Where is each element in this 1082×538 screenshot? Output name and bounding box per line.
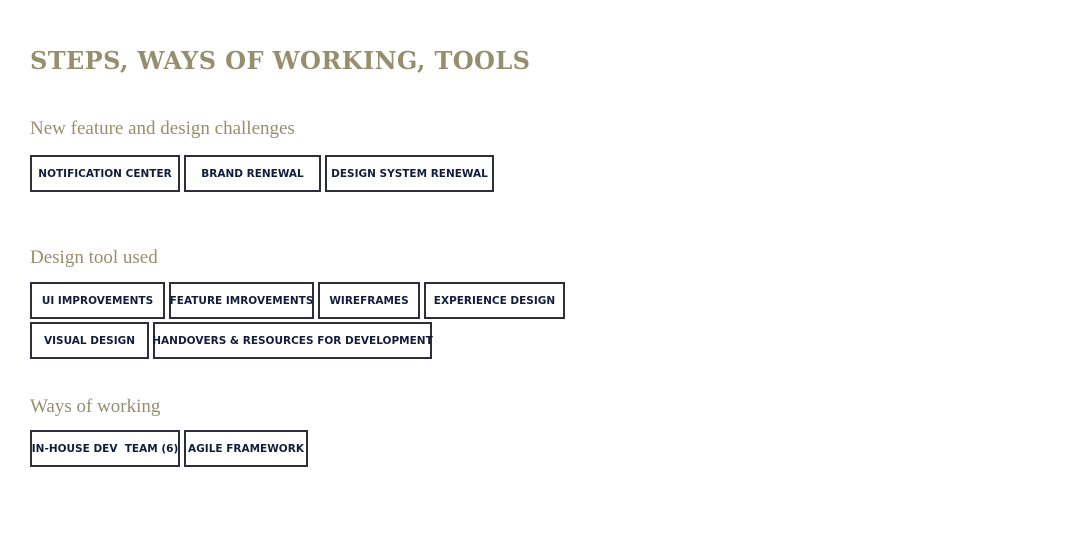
tag-in-house-dev-team: IN-HOUSE DEV TEAM (6) xyxy=(30,430,180,467)
section-heading-challenges: New feature and design challenges xyxy=(30,118,295,139)
tag-brand-renewal: BRAND RENEWAL xyxy=(184,155,321,192)
section-heading-design-tools: Design tool used xyxy=(30,247,158,268)
tag-list-challenges xyxy=(30,155,494,192)
tag-list-design-tools-row-1 xyxy=(30,282,565,319)
tag-handovers-resources: HANDOVERS & RESOURCES FOR DEVELOPMENT xyxy=(153,322,432,359)
tag-notification-center: NOTIFICATION CENTER xyxy=(30,155,180,192)
section-heading-ways-of-working: Ways of working xyxy=(30,396,161,417)
tag-feature-improvements: FEATURE IMROVEMENTS xyxy=(169,282,314,319)
tag-ui-improvements: UI IMPROVEMENTS xyxy=(30,282,165,319)
tag-design-system-renewal: DESIGN SYSTEM RENEWAL xyxy=(325,155,494,192)
tag-list-ways-of-working xyxy=(30,430,308,467)
tag-list-design-tools-row-2 xyxy=(30,322,432,359)
tag-experience-design: EXPERIENCE DESIGN xyxy=(424,282,565,319)
tag-agile-framework: AGILE FRAMEWORK xyxy=(184,430,308,467)
page-title: STEPS, WAYS OF WORKING, TOOLS xyxy=(30,46,531,75)
tag-visual-design: VISUAL DESIGN xyxy=(30,322,149,359)
tag-wireframes: WIREFRAMES xyxy=(318,282,420,319)
